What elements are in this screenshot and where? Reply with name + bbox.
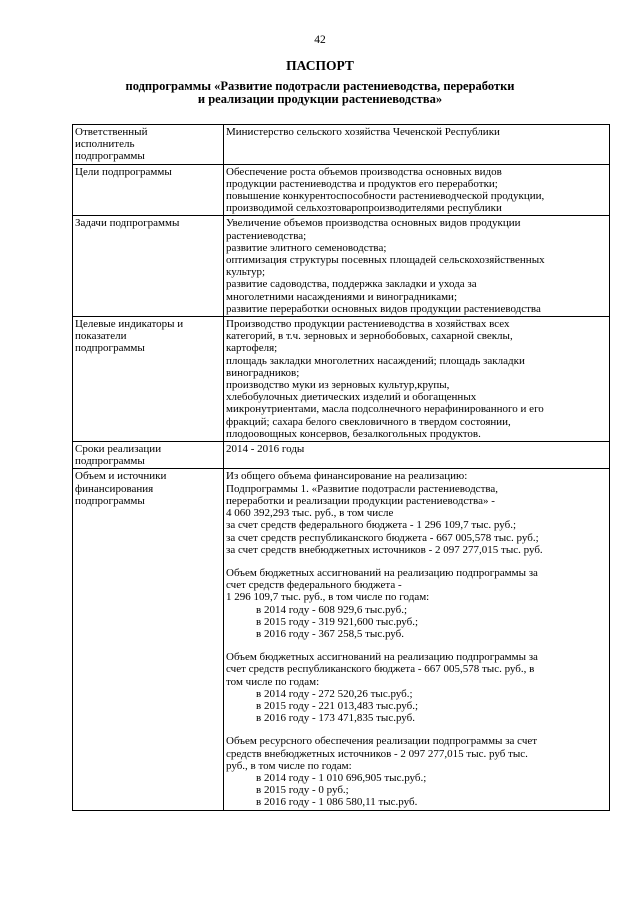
value-line: многолетними насаждениями и виноградниками; bbox=[226, 290, 457, 303]
value-line: категорий, в т.ч. зерновых и зернобобовых, сахарной свеклы, bbox=[226, 330, 513, 343]
label-line: подпрограммы bbox=[75, 150, 145, 163]
year-line: в 2016 году - 1 086 580,11 тыс.руб. bbox=[256, 796, 418, 809]
year-line: в 2016 году - 367 258,5 тыс.руб. bbox=[256, 627, 405, 640]
value-line: счет средств республиканского бюджета - 667 005,578 тыс. руб., в bbox=[226, 663, 535, 676]
year-line: в 2014 году - 1 010 696,905 тыс.руб.; bbox=[256, 771, 427, 784]
value-line: повышение конкурентоспособности растениеводческой продукции, bbox=[226, 190, 545, 203]
year-line: в 2015 году - 221 013,483 тыс.руб.; bbox=[256, 699, 419, 712]
year-line: в 2015 году - 0 руб.; bbox=[256, 784, 349, 797]
value-line: счет средств федерального бюджета - bbox=[226, 579, 402, 592]
value-line: Из общего объема финансирование на реализацию: bbox=[226, 470, 468, 483]
tasks-value bbox=[224, 216, 610, 317]
value-line: 2014 - 2016 годы bbox=[226, 443, 305, 456]
terms-label bbox=[73, 442, 224, 469]
label-line: финансирования bbox=[75, 482, 154, 495]
value-line: хлебобулочных диетических изделий и обогащенных bbox=[226, 391, 477, 404]
tasks-label bbox=[73, 216, 224, 317]
row-terms bbox=[73, 442, 610, 469]
finance-value bbox=[224, 469, 610, 810]
row-executor bbox=[73, 125, 610, 165]
year-line: в 2016 году - 173 471,835 тыс.руб. bbox=[256, 712, 416, 725]
value-line: Увеличение объемов производства основных видов продукции bbox=[226, 217, 521, 230]
subtitle-line: и реализации продукции растениеводства» bbox=[197, 92, 443, 106]
value-line: Объем бюджетных ассигнований на реализацию подпрограммы за bbox=[226, 651, 538, 664]
indicators-value bbox=[224, 317, 610, 442]
value-line: производимой сельхозтоваропроизводителями республики bbox=[226, 202, 502, 215]
label-line: Задачи подпрограммы bbox=[75, 217, 180, 230]
label-line: исполнитель bbox=[75, 138, 135, 151]
value-line: картофеля; bbox=[226, 342, 278, 355]
value-line: культур; bbox=[226, 266, 266, 279]
value-line: виноградников; bbox=[226, 366, 300, 379]
year-line: в 2014 году - 608 929,6 тыс.руб.; bbox=[256, 603, 408, 616]
label-line: подпрограммы bbox=[75, 455, 145, 468]
value-line: развитие элитного семеноводства; bbox=[226, 241, 387, 254]
page-number: 42 bbox=[314, 34, 326, 46]
year-line: в 2014 году - 272 520,26 тыс.руб.; bbox=[256, 687, 413, 700]
value-line: микронутриентами, масла подсолнечного нерафинированного и его bbox=[226, 403, 544, 416]
value-line: Подпрограммы 1. «Развитие подотрасли растениеводства, bbox=[226, 482, 499, 495]
value-line: том числе по годам: bbox=[226, 675, 320, 688]
row-tasks bbox=[73, 216, 610, 317]
indicators-label bbox=[73, 317, 224, 442]
document-subtitle bbox=[60, 80, 580, 106]
goals-label bbox=[73, 164, 224, 216]
label-line: Целевые индикаторы и bbox=[75, 318, 184, 331]
subtitle-line: подпрограммы «Развитие подотрасли растениеводства, переработки bbox=[125, 79, 515, 93]
value-line: 1 296 109,7 тыс. руб., в том числе по годам: bbox=[226, 591, 430, 604]
value-line: производство муки из зерновых культур,крупы, bbox=[226, 379, 450, 392]
spacer bbox=[226, 640, 607, 651]
value-line: за счет средств федерального бюджета - 1 296 109,7 тыс. руб.; bbox=[226, 519, 517, 532]
year-line: в 2015 году - 319 921,600 тыс.руб.; bbox=[256, 615, 419, 628]
finance-label bbox=[73, 469, 224, 810]
row-goals bbox=[73, 164, 610, 216]
document-title: ПАСПОРТ bbox=[286, 58, 354, 73]
terms-value bbox=[224, 442, 610, 469]
executor-label bbox=[73, 125, 224, 165]
value-line: растениеводства; bbox=[226, 229, 307, 242]
value-line: Объем бюджетных ассигнований на реализацию подпрограммы за bbox=[226, 566, 538, 579]
value-line: продукции растениеводства и продуктов его переработки; bbox=[226, 177, 498, 190]
value-line: развитие садоводства, поддержка закладки и ухода за bbox=[226, 278, 477, 291]
value-line: оптимизация структуры посевных площадей сельскохозяйственных bbox=[226, 254, 545, 267]
label-line: Цели подпрограммы bbox=[75, 165, 172, 178]
value-line: Объем ресурсного обеспечения реализации подпрограммы за счет bbox=[226, 735, 538, 748]
value-line: Обеспечение роста объемов производства основных видов bbox=[226, 165, 502, 178]
label-line: подпрограммы bbox=[75, 494, 145, 507]
label-line: показатели bbox=[75, 330, 127, 343]
value-line: площадь закладки многолетних насаждений; площадь закладки bbox=[226, 354, 525, 367]
label-line: Ответственный bbox=[75, 126, 148, 138]
value-line: переработки и реализации продукции растениеводства» - bbox=[226, 494, 495, 507]
executor-value bbox=[224, 125, 610, 165]
value-line: Производство продукции растениеводства в хозяйствах всех bbox=[226, 318, 510, 331]
row-finance bbox=[73, 469, 610, 810]
value-line: фракций; сахара белого свекловичного в твердом состоянии, bbox=[226, 415, 511, 428]
value-line: Министерство сельского хозяйства Чеченской Республики bbox=[226, 126, 500, 138]
label-line: Объем и источники bbox=[75, 470, 167, 483]
value-line: руб., в том числе по годам: bbox=[226, 759, 352, 772]
value-line: плодоовощных консервов, безалкогольных продуктов. bbox=[226, 427, 481, 440]
value-line: за счет средств внебюджетных источников - 2 097 277,015 тыс. руб. bbox=[226, 543, 543, 556]
label-line: подпрограммы bbox=[75, 342, 145, 355]
value-line: развитие переработки основных видов продукции растениеводства bbox=[226, 302, 541, 315]
value-line: 4 060 392,293 тыс. руб., в том числе bbox=[226, 507, 394, 520]
value-line: за счет средств республиканского бюджета - 667 005,578 тыс. руб.; bbox=[226, 531, 539, 544]
spacer bbox=[226, 724, 607, 735]
spacer bbox=[226, 556, 607, 567]
row-indicators bbox=[73, 317, 610, 442]
goals-value bbox=[224, 164, 610, 216]
passport-table bbox=[72, 124, 610, 811]
value-line: средств внебюджетных источников - 2 097 277,015 тыс. руб тыс. bbox=[226, 747, 528, 760]
label-line: Сроки реализации bbox=[75, 443, 162, 456]
